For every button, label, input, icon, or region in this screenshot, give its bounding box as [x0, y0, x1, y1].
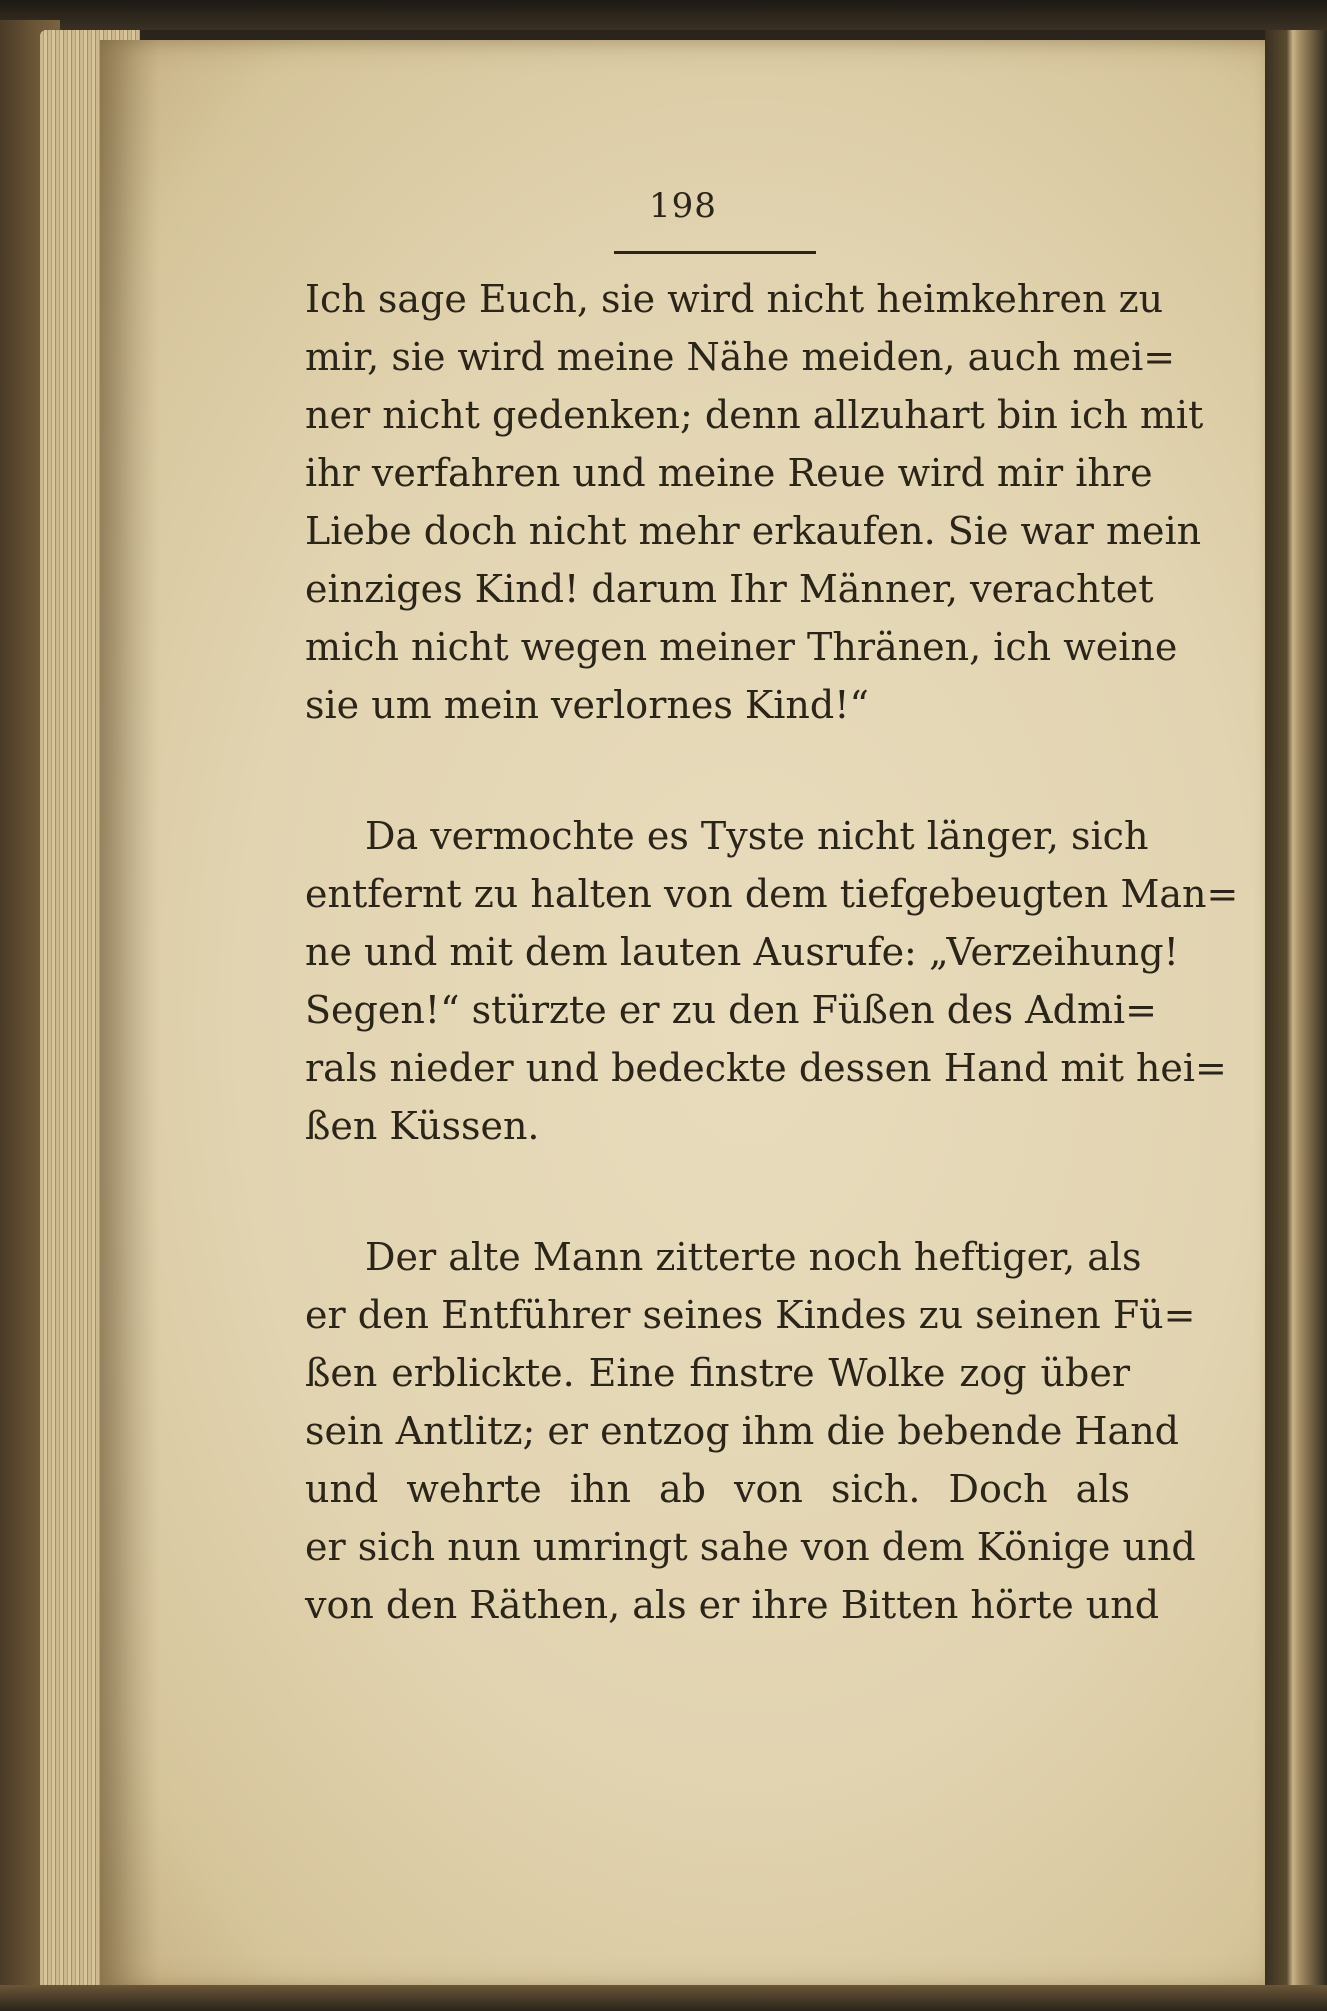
paragraph-2 — [305, 807, 1239, 1155]
text-line: ner nicht gedenken; denn allzuhart bin ich mit — [305, 393, 1204, 437]
text-line: ßen erblickte. Eine finstre Wolke zog über — [305, 1351, 1130, 1395]
text-line: Ich sage Euch, sie wird nicht heimkehren zu — [305, 277, 1164, 321]
text-line: ihr verfahren und meine Reue wird mir ihre — [305, 451, 1153, 495]
text-line: Da vermochte es Tyste nicht länger, sich — [365, 814, 1149, 858]
paragraph-gap — [305, 734, 1130, 807]
text-line: entfernt zu halten von dem tiefgebeugten Man= — [305, 872, 1239, 916]
body-text — [305, 270, 1239, 1634]
text-line: er sich nun umringt sahe von dem Könige und — [305, 1525, 1196, 1569]
book-top-edge — [0, 0, 1327, 30]
text-line: ne und mit dem lauten Ausrufe: „Verzeihung! — [305, 930, 1179, 974]
text-line: und wehrte ihn ab von sich. Doch als — [305, 1467, 1130, 1511]
text-line: sie um mein verlornes Kind!“ — [305, 683, 869, 727]
text-line: mich nicht wegen meiner Thränen, ich weine — [305, 625, 1178, 669]
text-line: sein Antlitz; er entzog ihm die bebende Hand — [305, 1409, 1179, 1453]
page-number: 198 — [649, 186, 717, 226]
text-line: mir, sie wird meine Nähe meiden, auch mei= — [305, 335, 1176, 379]
header-rule — [614, 251, 816, 254]
paragraph-3 — [305, 1228, 1196, 1634]
text-line: Liebe doch nicht mehr erkaufen. Sie war mein — [305, 509, 1202, 553]
paragraph-1 — [305, 270, 1204, 734]
book-bottom-edge — [0, 1985, 1327, 2011]
text-line: Der alte Mann zitterte noch heftiger, als — [365, 1235, 1142, 1279]
text-line: einziges Kind! darum Ihr Männer, verachtet — [305, 567, 1154, 611]
text-line: rals nieder und bedeckte dessen Hand mit hei= — [305, 1046, 1227, 1090]
book-right-edge — [1265, 30, 1327, 2011]
text-line: von den Räthen, als er ihre Bitten hörte und — [305, 1583, 1160, 1627]
text-line: er den Entführer seines Kindes zu seinen Fü= — [305, 1293, 1196, 1337]
paragraph-gap — [305, 1155, 1130, 1228]
gutter-shadow — [100, 40, 160, 1990]
text-line: ßen Küssen. — [305, 1104, 540, 1148]
text-line: Segen!“ stürzte er zu den Füßen des Admi= — [305, 988, 1157, 1032]
